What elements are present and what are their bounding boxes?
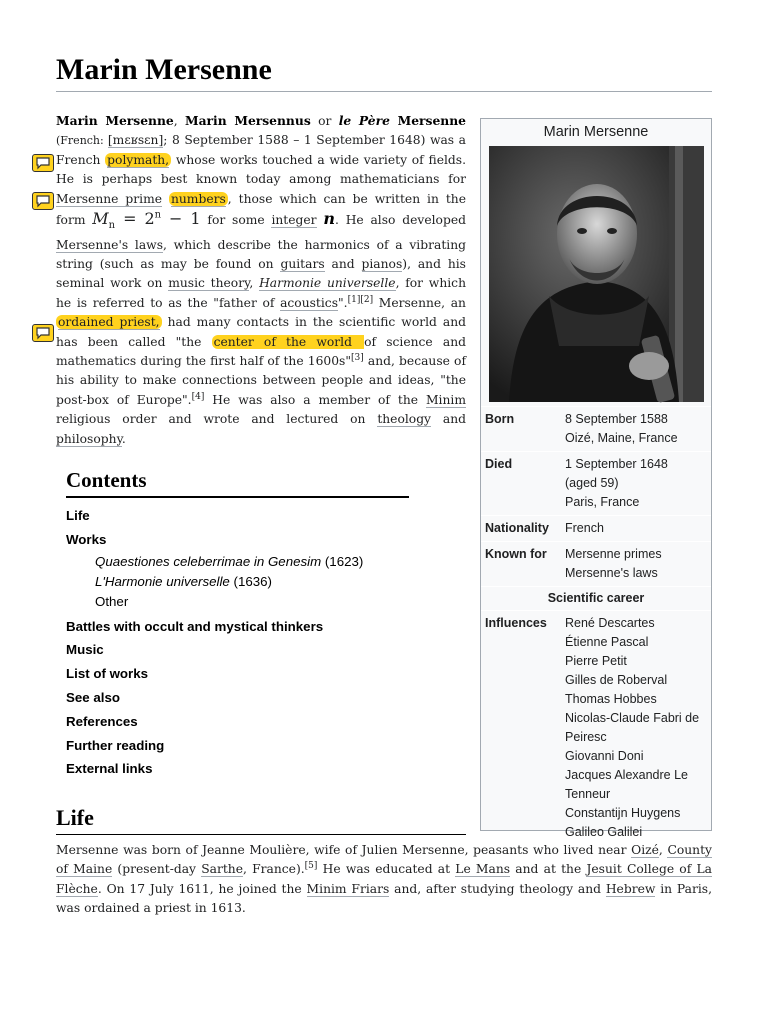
title-divider xyxy=(56,91,712,92)
numbers-link[interactable]: numbers xyxy=(170,191,226,206)
ordained-priest-link[interactable]: ordained priest, xyxy=(58,315,160,330)
pianos-link[interactable]: pianos xyxy=(361,257,403,272)
toc-item-life[interactable]: Life xyxy=(66,508,90,523)
section-heading-life: Life xyxy=(56,804,466,835)
le-mans-link[interactable]: Le Mans xyxy=(455,862,511,877)
highlight-center-of-world[interactable]: center of the world xyxy=(213,334,363,349)
toc-item-music[interactable]: Music xyxy=(66,642,104,658)
influence-item[interactable]: Thomas Hobbes xyxy=(565,692,657,706)
philosophy-link[interactable]: philosophy xyxy=(56,431,122,446)
influence-item[interactable]: Pierre Petit xyxy=(565,654,627,668)
music-theory-link[interactable]: music theory xyxy=(168,276,250,291)
note-comment-icon[interactable] xyxy=(32,324,54,342)
toc-item-battles[interactable]: Battles with occult and mystical thinkers xyxy=(66,618,324,634)
highlight-polymath[interactable] xyxy=(105,153,171,167)
infobox-row-known-for: Known for Mersenne primes Mersenne's laws xyxy=(481,541,711,586)
infobox-row-nationality: Nationality French xyxy=(481,515,711,541)
mersennes-laws-link[interactable]: Mersenne's laws xyxy=(56,237,163,252)
life-paragraph: Mersenne was born of Jeanne Moulière, wife of Julien Mersenne, peasants who lived near Oizé, County of Maine (present-day Sarthe, France).[5] He was educated at Le Mans and at the Jesuit College of La Flèche. On 17 July 1611, he joined the Minim Friars and, after studying theology and Hebrew in Paris, was ordained a priest in 1613. xyxy=(56,843,712,916)
math-formula: $M_n = 2^n - 1$ xyxy=(92,209,201,232)
reference-link[interactable]: [5] xyxy=(304,861,318,872)
guitars-link[interactable]: guitars xyxy=(280,257,325,272)
influence-item[interactable]: Giovanni Doni xyxy=(565,749,644,763)
infobox xyxy=(480,118,712,839)
influence-item[interactable]: Galileo Galilei xyxy=(565,825,643,839)
toc-item-list-of-works[interactable]: List of works xyxy=(66,666,149,682)
name-bold: Marin Mersennus xyxy=(184,113,311,128)
name-bold-italic: le Père xyxy=(338,113,390,128)
hebrew-link[interactable]: Hebrew xyxy=(605,881,656,896)
acoustics-link[interactable]: acoustics xyxy=(280,295,339,310)
jesuit-college-link[interactable]: Jesuit College of La Flèche xyxy=(56,862,712,896)
intro-paragraph: Marin Mersenne, Marin Mersennus or le Père Mersenne (French: [mɛʁsɛn]; 8 September 1588 – 1 September 1648) was a French polymath, whose works touched a wide variety of fields. He is perhaps best known today among mathematicians for Mersenne prime numbers , those which can be written in the form $M_n = 2^n - 1$ for some integer n. He also developed Mersenne's laws, which describe the harmonics of a vibrating string (such as may be found on guitars and pianos), and his seminal work on music theory, Harmonie universelle, for which he is referred to as the "father of acoustics".[1][2] Mersenne, an ordained priest, had many contacts in the scientific world and has been called "the center of the world of science and mathematics during the first half of the 1600s"[3] and, because of his ability to make connections between people and ideas, "the post-box of Europe".[4] He was also a member of the Minim religious order and wrote and lectured on theology and philosophy. xyxy=(56,113,466,446)
name-bold: Marin Mersenne xyxy=(56,113,174,128)
influence-item[interactable]: Jacques Alexandre Le Tenneur xyxy=(565,768,689,801)
toc-item-external-links[interactable]: External links xyxy=(66,761,153,777)
portrait-image[interactable] xyxy=(489,146,704,402)
note-comment-icon[interactable] xyxy=(32,154,54,172)
influence-item[interactable]: Gilles de Roberval xyxy=(565,673,668,687)
toc-item-references[interactable]: References xyxy=(66,713,138,729)
toc-subitem-other[interactable]: Other xyxy=(95,593,129,609)
infobox-row-died: Died 1 September 1648 (aged 59) Paris, France xyxy=(481,451,711,515)
reference-link[interactable]: [1][2] xyxy=(347,294,374,305)
toc-subitem-quaestiones[interactable]: Quaestiones celeberrimae in Genesim (1623) xyxy=(95,553,364,569)
toc-subitem-harmonie[interactable]: L'Harmonie universelle (1636) xyxy=(95,573,272,589)
highlight-numbers[interactable] xyxy=(169,192,228,206)
toc-item-see-also[interactable]: See also xyxy=(66,689,120,705)
highlight-ordained-priest[interactable] xyxy=(56,315,162,329)
toc-title: Contents xyxy=(66,466,409,498)
influence-item[interactable]: Constantijn Huygens xyxy=(565,806,681,820)
oize-link[interactable]: Oizé xyxy=(631,843,659,857)
toc-item-works[interactable]: Works xyxy=(66,531,107,547)
harmonie-universelle-link[interactable]: Harmonie universelle xyxy=(259,276,396,291)
note-comment-icon[interactable] xyxy=(32,192,54,210)
infobox-title: Marin Mersenne xyxy=(543,124,649,140)
mersenne-prime-link[interactable]: Mersenne prime xyxy=(56,191,163,206)
reference-link[interactable]: [3] xyxy=(351,352,364,363)
infobox-row-born: Born 8 September 1588 Oizé, Maine, France xyxy=(481,406,711,451)
portrait-illustration xyxy=(489,146,704,402)
minim-friars-link[interactable]: Minim Friars xyxy=(306,881,390,896)
reference-link[interactable]: [4] xyxy=(191,391,205,402)
influence-item[interactable]: Nicolas-Claude Fabri de Peiresc xyxy=(565,711,700,744)
infobox-row-influences: Influences René Descartes Étienne Pascal Pierre Petit Gilles de Roberval Thomas Hobbes Nicolas-Claude Fabri de Peiresc Giovanni Doni Jacques Alexandre Le Tenneur Constantijn Huygens Galileo Galilei xyxy=(481,610,711,845)
table-of-contents xyxy=(66,466,409,781)
county-of-maine-link[interactable]: County of Maine xyxy=(56,843,712,877)
toc-item-further-reading[interactable]: Further reading xyxy=(66,737,165,753)
influence-item[interactable]: René Descartes xyxy=(565,616,655,630)
polymath-link[interactable]: polymath, xyxy=(107,152,170,167)
page-title: Marin Mersenne xyxy=(56,53,272,86)
theology-link[interactable]: theology xyxy=(377,412,432,427)
infobox-section-career: Scientific career xyxy=(481,586,711,610)
minim-link[interactable]: Minim xyxy=(425,392,466,407)
sarthe-link[interactable]: Sarthe xyxy=(201,862,243,877)
influence-item[interactable]: Étienne Pascal xyxy=(565,635,649,649)
integer-link[interactable]: integer xyxy=(271,213,317,228)
ipa-link[interactable]: [mɛʁsɛn] xyxy=(107,133,164,148)
